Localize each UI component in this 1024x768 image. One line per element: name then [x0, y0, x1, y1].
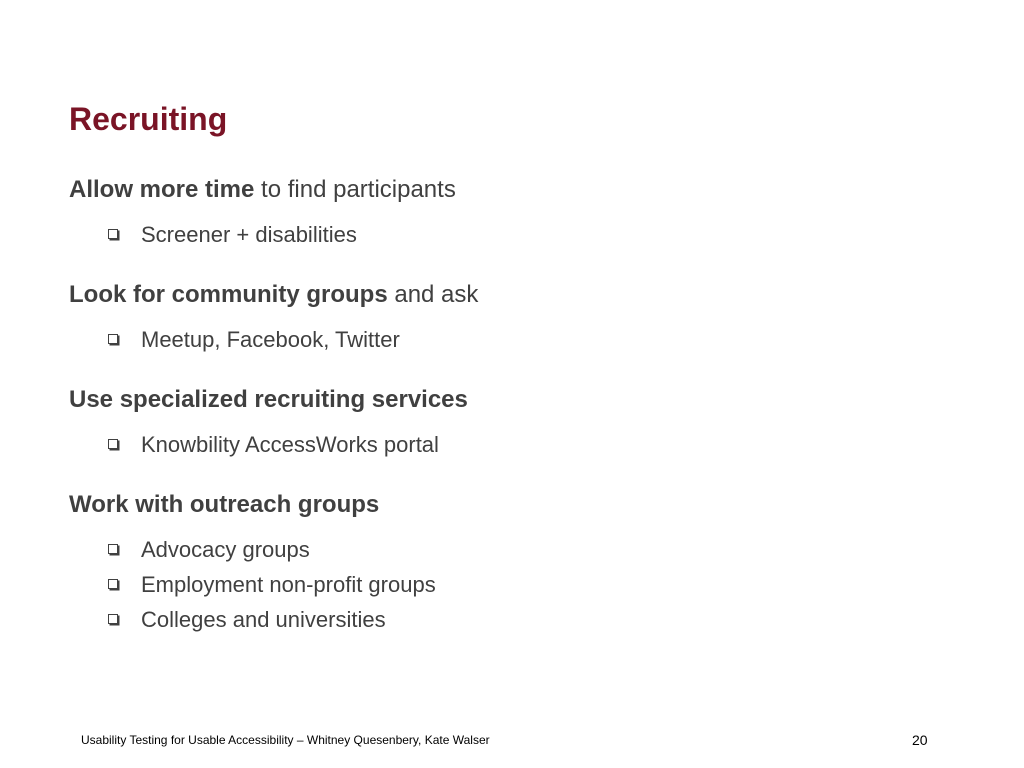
bullet-bold-text: Work with outreach groups	[69, 491, 380, 518]
checkbox-square-icon	[108, 439, 118, 449]
checkbox-square-icon	[108, 334, 118, 344]
sub-item-label: Advocacy groups	[141, 537, 310, 562]
bullet-outreach-groups	[69, 490, 379, 520]
sub-item-employment	[108, 571, 436, 599]
checkbox-square-icon	[108, 229, 118, 239]
sub-item-meetup	[108, 326, 400, 354]
sub-item-label: Knowbility AccessWorks portal	[141, 432, 439, 457]
bullet-allow-more-time	[69, 175, 456, 205]
bullet-bold-text: Allow more time	[69, 176, 255, 203]
sub-item-screener	[108, 221, 357, 249]
checkbox-square-icon	[108, 579, 118, 589]
sub-item-colleges	[108, 606, 386, 634]
bullet-rest-text: and ask	[387, 281, 479, 308]
footer-text: Usability Testing for Usable Accessibility – Whitney Quesenbery, Kate Walser	[81, 733, 490, 747]
checkbox-square-icon	[108, 544, 118, 554]
bullet-bold-text: Look for community groups	[69, 281, 388, 308]
checkbox-square-icon	[108, 614, 118, 624]
bullet-rest-text: to find participants	[254, 176, 456, 203]
slide-title: Recruiting	[69, 101, 228, 137]
sub-item-knowbility	[108, 431, 439, 459]
sub-item-label: Employment non-profit groups	[141, 572, 436, 597]
bullet-community-groups	[69, 280, 478, 310]
sub-item-label: Screener + disabilities	[141, 222, 357, 247]
bullet-recruiting-services	[69, 385, 468, 415]
sub-item-label: Meetup, Facebook, Twitter	[141, 327, 400, 352]
page-number: 20	[912, 732, 928, 748]
sub-item-label: Colleges and universities	[141, 607, 386, 632]
sub-item-advocacy	[108, 536, 310, 564]
bullet-bold-text: Use specialized recruiting services	[69, 386, 468, 413]
